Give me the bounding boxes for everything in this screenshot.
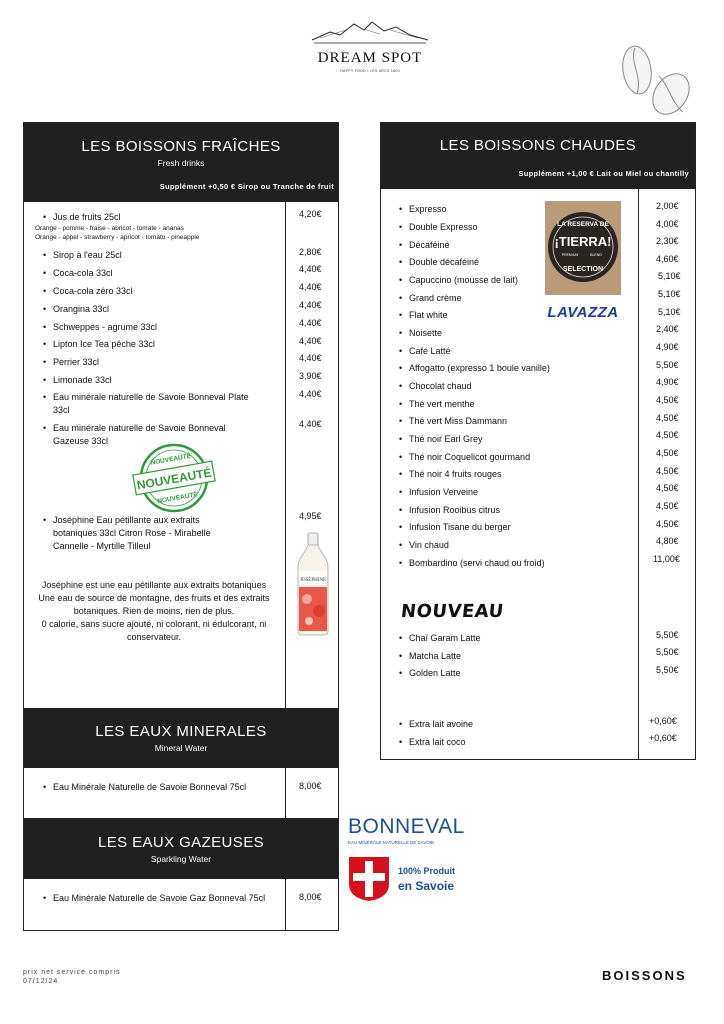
price: 4,40€ bbox=[299, 389, 322, 399]
fresh-drinks-title: LES BOISSONS FRAÎCHES bbox=[81, 138, 281, 155]
lavazza-brand: LAVAZZA bbox=[547, 304, 619, 321]
price: 4,90€ bbox=[656, 342, 679, 352]
list-item: • Expresso bbox=[399, 204, 447, 214]
list-item: • Eau minérale naturelle de Savoie Bonneval Plate 33cl bbox=[43, 392, 249, 415]
price: 5,50€ bbox=[656, 647, 679, 657]
price: 4,50€ bbox=[656, 413, 679, 423]
price: 5,50€ bbox=[656, 630, 679, 640]
price: +0,60€ bbox=[649, 716, 677, 726]
list-item: • Chocolat chaud bbox=[399, 381, 472, 391]
badge-bottom-text: NOUVEAUTÉ bbox=[156, 491, 199, 506]
list-item: • Grand crème bbox=[399, 293, 462, 303]
juice-note-en: Orange - appel - strawberry - apricot - tomato - pineapple bbox=[35, 234, 200, 241]
price: 8,00€ bbox=[299, 781, 322, 791]
mineral-water-panel bbox=[23, 708, 339, 819]
sparkling-water-panel bbox=[23, 818, 339, 931]
list-item: • Flat white bbox=[399, 310, 448, 320]
list-item: • Décaféiné bbox=[399, 240, 450, 250]
price: +0,60€ bbox=[649, 733, 677, 743]
hot-drinks-header bbox=[381, 123, 695, 189]
list-item: • Thé noir Earl Grey bbox=[399, 434, 483, 444]
lavazza-line2: ¡TIERRA! bbox=[554, 234, 612, 249]
price-column-divider bbox=[285, 768, 286, 818]
price: 11,00€ bbox=[653, 554, 680, 564]
list-item: • Perrier 33cl bbox=[43, 357, 100, 367]
product-line1: 100% Produit bbox=[398, 866, 456, 876]
list-item: • Thé vert menthe bbox=[399, 399, 475, 409]
badge-main-text: NOUVEAUTÉ bbox=[135, 465, 213, 493]
list-item: • Extra lait coco bbox=[399, 737, 466, 747]
savoie-badge bbox=[348, 856, 468, 904]
price: 4,50€ bbox=[656, 519, 679, 529]
list-item: • Capuccino (mousse de lait) bbox=[399, 275, 519, 285]
price: 4,20€ bbox=[299, 209, 322, 219]
list-item: • Noisette bbox=[399, 328, 443, 338]
list-item: • Thé vert Miss Dammann bbox=[399, 416, 508, 426]
mineral-water-title: LES EAUX MINERALES bbox=[95, 723, 267, 740]
price: 2,00€ bbox=[656, 201, 679, 211]
list-item: • Orangina 33cl bbox=[43, 304, 110, 314]
price: 4,95€ bbox=[299, 511, 322, 521]
list-item: • Eau Minérale Naturelle de Savoie Gaz Bonneval 75cl bbox=[43, 893, 266, 903]
product-line2: en Savoie bbox=[398, 879, 455, 893]
footer-note: prix net service compris bbox=[23, 969, 121, 976]
list-item: • Eau minérale naturelle de Savoie Bonneval Gazeuse 33cl bbox=[43, 423, 226, 446]
list-item: • Thé noir 4 fruits rouges bbox=[399, 469, 502, 479]
price: 5,10€ bbox=[658, 289, 681, 299]
brand-tagline: HAPPY FOOD • LES ARCS 1800 bbox=[340, 69, 400, 73]
list-item: • Limonade 33cl bbox=[43, 375, 112, 385]
price: 2,30€ bbox=[656, 236, 679, 246]
mountain-icon bbox=[310, 18, 430, 46]
sparkling-water-header bbox=[24, 819, 338, 879]
price: 4,40€ bbox=[299, 282, 322, 292]
list-item: • Eau Minérale Naturelle de Savoie Bonneval 75cl bbox=[43, 782, 247, 792]
footer-date: 07/12/24 bbox=[23, 978, 59, 985]
price: 5,10€ bbox=[658, 271, 681, 281]
list-item: • Affogatto (expresso 1 boule vanille) bbox=[399, 363, 550, 373]
list-item: • Chaï Garam Latte bbox=[399, 633, 481, 643]
list-item: • Golden Latte bbox=[399, 668, 461, 678]
fresh-drinks-subtitle: Fresh drinks bbox=[157, 158, 205, 168]
price: 2,80€ bbox=[299, 247, 322, 257]
price: 4,00€ bbox=[656, 219, 679, 229]
price-column-divider bbox=[285, 879, 286, 930]
bonneval-logo bbox=[348, 815, 468, 845]
nouveaute-badge bbox=[132, 441, 216, 515]
footer-info bbox=[23, 968, 121, 986]
price: 4,40€ bbox=[299, 264, 322, 274]
brand-name: DREAM SPOT bbox=[317, 50, 423, 66]
price: 8,00€ bbox=[299, 892, 322, 902]
price: 4,50€ bbox=[656, 395, 679, 405]
bottle-label: JOSÉPHINE bbox=[299, 578, 327, 583]
price: 4,50€ bbox=[656, 448, 679, 458]
list-item: • Jus de fruits 25cl bbox=[43, 212, 121, 222]
bonneval-tagline: EAU MINÉRALE NATURELLE DE SAVOIE bbox=[348, 840, 435, 845]
price-column-divider bbox=[285, 202, 286, 708]
savoie-flag-icon bbox=[348, 856, 390, 902]
price: 4,60€ bbox=[656, 254, 679, 264]
price: 5,50€ bbox=[656, 665, 679, 675]
list-item: • Matcha Latte bbox=[399, 651, 462, 661]
fresh-drinks-panel bbox=[23, 122, 339, 709]
price: 4,80€ bbox=[656, 536, 679, 546]
price: 4,50€ bbox=[656, 430, 679, 440]
list-item: • Thé noir Coquelicot gourmand bbox=[399, 452, 531, 462]
price: 4,50€ bbox=[656, 466, 679, 476]
list-item: • Infusion Rooibus citrus bbox=[399, 505, 501, 515]
fresh-drinks-header bbox=[24, 123, 338, 202]
price: 4,40€ bbox=[299, 318, 322, 328]
price: 4,50€ bbox=[656, 483, 679, 493]
hot-drinks-supplement: Supplément +1,00 € Lait ou Miel ou chantilly bbox=[518, 169, 689, 178]
coffee-beans-illustration bbox=[615, 42, 700, 122]
footer-section-title: BOISSONS bbox=[602, 968, 687, 983]
juice-note-fr: Orange - pomme - fraise - abricot - tomate - ananas bbox=[35, 225, 184, 232]
list-item: • Schweppes - agrume 33cl bbox=[43, 322, 158, 332]
list-item: • Joséphine Eau pétillante aux extraits botaniques 33cl Citron Rose - Mirabelle Cannelle - Myrtille Tilleul bbox=[43, 515, 211, 551]
list-item: • Coca-cola zéro 33cl bbox=[43, 286, 133, 296]
list-item: • Double Expresso bbox=[399, 222, 478, 232]
bonneval-name: BONNEVAL bbox=[348, 815, 465, 838]
lavazza-logo bbox=[543, 201, 623, 321]
lavazza-small-right: BLEND bbox=[590, 253, 602, 257]
price: 4,40€ bbox=[299, 300, 322, 310]
list-item: • Sirop à l'eau 25cl bbox=[43, 250, 122, 260]
mineral-water-header bbox=[24, 709, 338, 768]
price: 4,90€ bbox=[656, 377, 679, 387]
list-item: • Infusion Tisane du berger bbox=[399, 522, 511, 532]
price: 5,10€ bbox=[658, 307, 681, 317]
sparkling-water-subtitle: Sparkling Water bbox=[150, 854, 212, 864]
price: 5,50€ bbox=[656, 360, 679, 370]
mineral-water-subtitle: Mineral Water bbox=[154, 743, 208, 753]
list-item: • Vin chaud bbox=[399, 540, 449, 550]
list-item: • Double décaféiné bbox=[399, 257, 480, 267]
price: 4,40€ bbox=[299, 419, 322, 429]
brand-logo bbox=[300, 18, 440, 73]
hot-drinks-title: LES BOISSONS CHAUDES bbox=[439, 137, 637, 154]
fresh-drinks-supplement: Supplément +0,50 € Sirop ou Tranche de fruit bbox=[159, 182, 334, 191]
sparkling-water-title: LES EAUX GAZEUSES bbox=[97, 834, 265, 851]
list-item: • Coca-cola 33cl bbox=[43, 268, 113, 278]
new-heading: NOUVEAU bbox=[399, 601, 505, 622]
hot-drinks-panel bbox=[380, 122, 696, 760]
price: 2,40€ bbox=[656, 324, 679, 334]
price: 4,40€ bbox=[299, 336, 322, 346]
price: 4,50€ bbox=[656, 501, 679, 511]
list-item: • Infusion Verveine bbox=[399, 487, 479, 497]
list-item: • Extra lait avoine bbox=[399, 719, 474, 729]
price: 3,90€ bbox=[299, 371, 322, 381]
lavazza-line3: SELECTION bbox=[562, 266, 604, 273]
list-item: • Café Latté bbox=[399, 346, 451, 356]
price: 4,40€ bbox=[299, 353, 322, 363]
lavazza-small-left: PREMIUM bbox=[561, 253, 579, 257]
list-item: • Lipton Ice Tea pêche 33cl bbox=[43, 339, 155, 349]
josephine-bottle bbox=[294, 531, 332, 637]
badge-top-text: NOUVEAUTÉ bbox=[150, 452, 192, 467]
josephine-description: Joséphine est une eau pétillante aux extraits botaniques Une eau de source de montagne, des fruits et des extraits botaniques. Rien de moins, rien de plus. 0 calorie, sans sucre ajouté, ni colorant, ni édulcorant, ni conservateur. bbox=[38, 580, 270, 642]
lavazza-line1: LA RESERVA DE bbox=[557, 221, 609, 228]
list-item: • Bombardino (servi chaud ou froid) bbox=[399, 558, 545, 568]
